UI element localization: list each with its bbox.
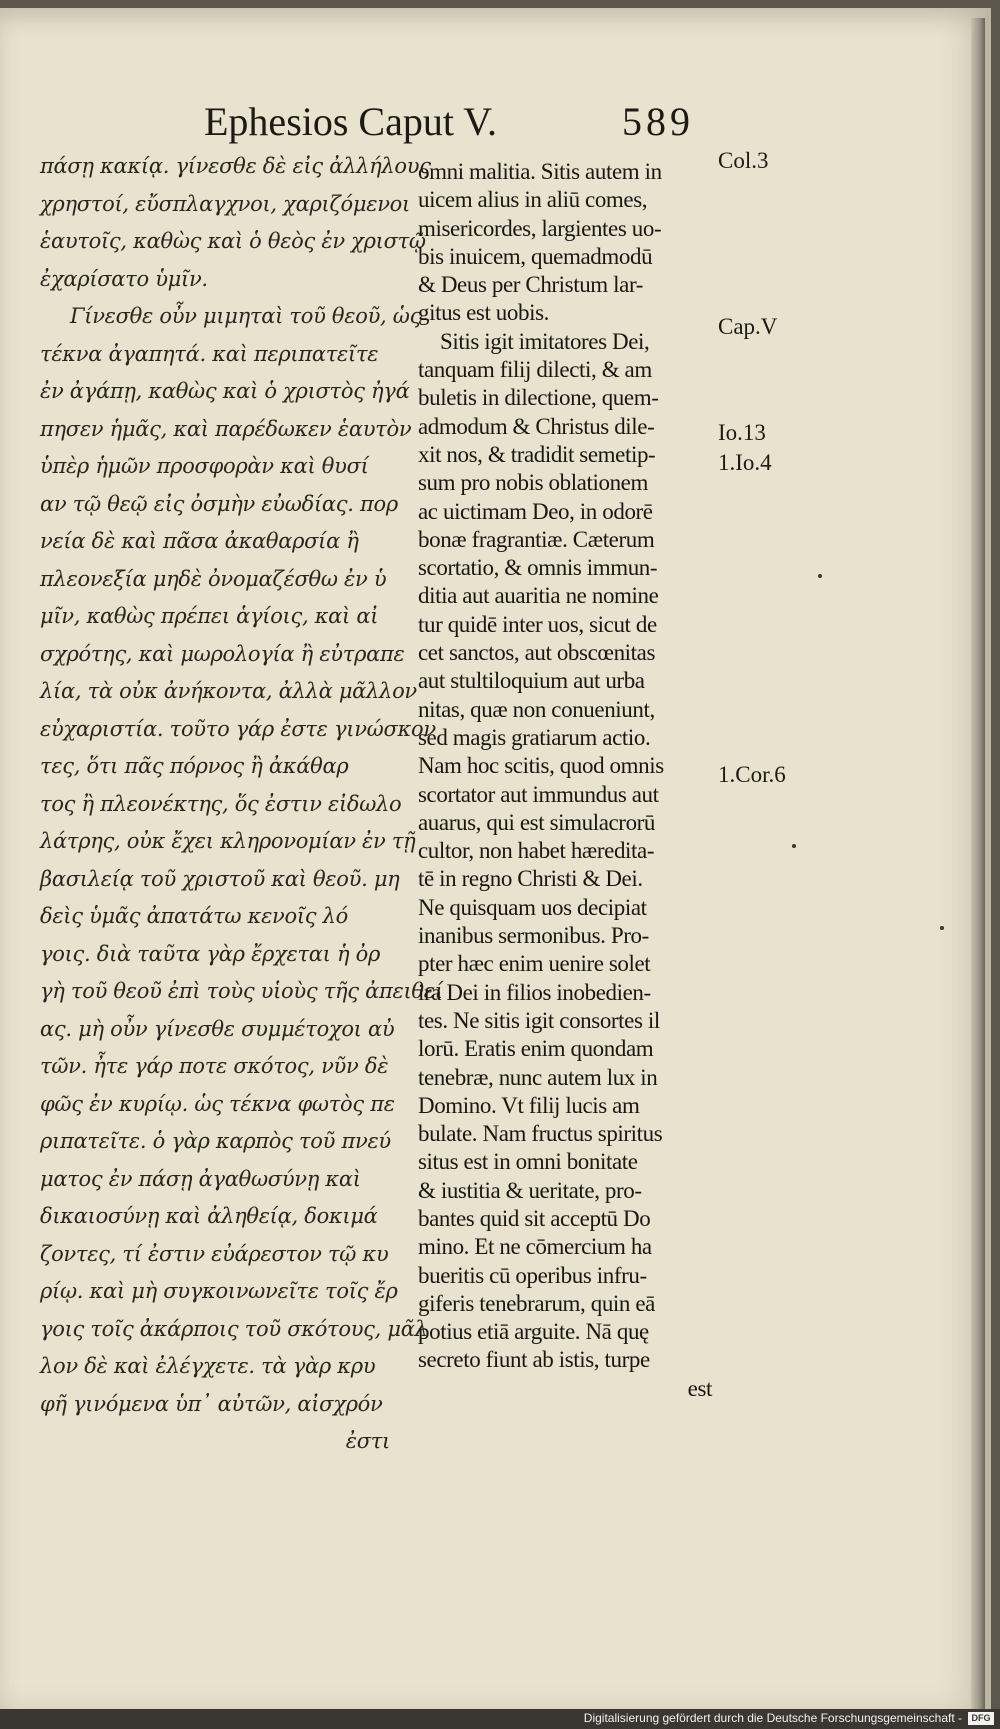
latin-line: xit nos, & tradidit semetip- xyxy=(418,441,656,467)
latin-line: ac uictimam Deo, in odorē xyxy=(418,498,653,524)
book-page xyxy=(0,8,991,1713)
latin-line: Domino. Vt filij lucis am xyxy=(418,1092,640,1118)
latin-line: scortator aut immundus aut xyxy=(418,781,659,807)
margin-note-1io4: 1.Io.4 xyxy=(718,450,772,475)
latin-line: sum pro nobis oblationem xyxy=(418,470,648,496)
greek-line: γὴ τοῦ θεοῦ ἐπὶ τοὺς υἱοὺς τῆς ἀπειθεί xyxy=(40,979,443,1003)
greek-line: τῶν. ἦτε γάρ ποτε σκότος, νῦν δὲ xyxy=(40,1054,389,1078)
latin-line: nitas, quæ non conueniunt, xyxy=(418,696,655,722)
latin-line: pter hæc enim uenire solet xyxy=(418,951,651,977)
latin-line: inanibus sermonibus. Pro- xyxy=(418,923,649,949)
footer-credit: Digitalisierung gefördert durch die Deutsche Forschungsgemeinschaft - xyxy=(583,1711,962,1725)
latin-line: admodum & Christus dile- xyxy=(418,413,655,439)
latin-line: situs est in omni bonitate xyxy=(418,1149,638,1175)
greek-line: ὑπὲρ ἡμῶν προσφορὰν καὶ θυσί xyxy=(40,454,369,478)
latin-line: bueritis cū operibus infru- xyxy=(418,1262,647,1288)
greek-line: βασιλείᾳ τοῦ χριστοῦ καὶ θεοῦ. μη xyxy=(40,866,400,891)
greek-line: φῆ γινόμενα ὑπ᾽ αὐτῶν, αἰσχρόν xyxy=(40,1391,383,1416)
greek-line: τος ἢ πλεονέκτης, ὅς ἐστιν εἰδωλο xyxy=(40,791,402,816)
latin-line: cet sanctos, aut obscœnitas xyxy=(418,640,656,666)
latin-line: mino. Et ne cōmercium ha xyxy=(418,1234,652,1260)
latin-line: ira Dei in filios inobedien- xyxy=(418,979,651,1005)
greek-line: λον δὲ καὶ ἐλέγχετε. τὰ γὰρ κρυ xyxy=(40,1354,376,1378)
greek-line: εὐχαριστία. τοῦτο γάρ ἐστε γινώσκον xyxy=(40,716,436,741)
latin-line: lorū. Eratis enim quondam xyxy=(418,1036,654,1062)
latin-line: & Deus per Christum lar- xyxy=(418,272,644,298)
greek-line: λάτρης, οὐκ ἔχει κληρονομίαν ἐν τῇ xyxy=(40,829,416,853)
latin-line: auarus, qui est simulacrorū xyxy=(418,809,656,835)
ink-speck xyxy=(940,926,944,930)
greek-line: δικαιοσύνῃ καὶ ἀληθείᾳ, δοκιμά xyxy=(40,1204,378,1228)
page-edge xyxy=(971,18,985,1718)
latin-line: tur quidē inter uos, sicut de xyxy=(418,611,657,637)
greek-line: πησεν ἡμᾶς, καὶ παρέδωκεν ἑαυτὸν xyxy=(40,416,412,441)
latin-line: giferis tenebrarum, quin eā xyxy=(418,1290,655,1316)
latin-line: buletis in dilectione, quem- xyxy=(418,385,659,411)
margin-note-cap5: Cap.V xyxy=(718,314,778,339)
greek-line: γοις τοῖς ἀκάρποις τοῦ σκότους, μᾶλ xyxy=(40,1316,428,1341)
greek-line: ἐστι xyxy=(345,1429,390,1453)
latin-line: sed magis gratiarum actio. xyxy=(418,724,651,750)
margin-note-col3: Col.3 xyxy=(718,148,769,173)
digitization-footer xyxy=(0,1709,1000,1729)
greek-line: ἐν ἀγάπῃ, καθὼς καὶ ὁ χριστὸς ἠγά xyxy=(40,379,410,403)
greek-line: τες, ὅτι πᾶς πόρνος ἢ ἀκάθαρ xyxy=(40,754,349,778)
greek-line: σχρότης, καὶ μωρολογία ἢ εὐτραπε xyxy=(40,641,405,666)
latin-line: uicem alius in aliū comes, xyxy=(418,187,648,213)
latin-line: cultor, non habet hæredita- xyxy=(418,838,655,864)
greek-line: ζοντες, τί ἐστιν εὐάρεστον τῷ κυ xyxy=(40,1241,389,1266)
greek-line: ρίῳ. καὶ μὴ συγκοινωνεῖτε τοῖς ἔρ xyxy=(40,1279,398,1303)
ink-speck xyxy=(818,574,822,578)
latin-line: est xyxy=(687,1375,712,1401)
greek-line: αν τῷ θεῷ εἰς ὀσμὴν εὐωδίας. πορ xyxy=(40,491,398,516)
greek-line: τέκνα ἀγαπητά. καὶ περιπατεῖτε xyxy=(40,341,379,366)
page-header xyxy=(0,92,985,152)
dfg-logo: DFG xyxy=(968,1712,994,1725)
greek-line: λία, τὰ οὐκ ἀνήκοντα, ἀλλὰ μᾶλλον xyxy=(40,679,417,703)
latin-line: bonæ fragrantiæ. Cæterum xyxy=(418,526,655,552)
latin-line: & iustitia & ueritate, pro- xyxy=(418,1177,642,1203)
latin-line: tes. Ne sitis igit consortes il xyxy=(418,1007,660,1033)
latin-line: Nam hoc scitis, quod omnis xyxy=(418,753,664,779)
greek-line: γοις. διὰ ταῦτα γὰρ ἔρχεται ἡ ὀρ xyxy=(40,941,381,966)
page-number: 589 xyxy=(622,99,694,144)
margin-note-io13: Io.13 xyxy=(718,420,766,445)
latin-line: tē in regno Christi & Dei. xyxy=(418,866,643,892)
latin-line: tanquam filij dilecti, & am xyxy=(418,357,652,383)
running-title: Ephesios Caput V. xyxy=(204,99,497,144)
greek-line: πάσῃ κακίᾳ. γίνεσθε δὲ εἰς ἀλλήλους xyxy=(40,154,431,178)
greek-line: μῖν, καθὼς πρέπει ἁγίοις, καὶ αἰ xyxy=(40,604,379,628)
latin-line: gitus est uobis. xyxy=(418,300,549,326)
greek-line: ἐχαρίσατο ὑμῖν. xyxy=(40,266,208,291)
ink-speck xyxy=(792,844,796,848)
latin-line: bis inuicem, quemadmodū xyxy=(418,243,653,269)
greek-line: Γίνεσθε οὖν μιμηταὶ τοῦ θεοῦ, ὡς xyxy=(70,304,422,328)
latin-line: bantes quid sit acceptū Do xyxy=(418,1205,651,1231)
latin-line: omni malitia. Sitis autem in xyxy=(418,159,662,184)
greek-line: ριπατεῖτε. ὁ γὰρ καρπὸς τοῦ πνεύ xyxy=(40,1129,391,1153)
greek-line: νεία δὲ καὶ πᾶσα ἀκαθαρσία ἢ xyxy=(40,529,359,553)
latin-line: scortatio, & omnis immun- xyxy=(418,555,658,581)
greek-line: φῶς ἐν κυρίῳ. ὡς τέκνα φωτὸς πε xyxy=(40,1091,395,1116)
latin-text-column xyxy=(418,158,718,1403)
greek-line: ματος ἐν πάσῃ ἀγαθωσύνῃ καὶ xyxy=(40,1166,361,1191)
greek-text-column xyxy=(40,148,443,1461)
margin-note-1cor6: 1.Cor.6 xyxy=(718,762,786,787)
latin-line: potius etiā arguite. Nā quę xyxy=(418,1319,649,1345)
latin-line: secreto fiunt ab istis, turpe xyxy=(418,1347,650,1373)
latin-line: Ne quisquam uos decipiat xyxy=(418,894,647,920)
latin-line: Sitis igit imitatores Dei, xyxy=(440,328,650,354)
latin-line: bulate. Nam fructus spiritus xyxy=(418,1121,663,1147)
latin-line: ditia aut auaritia ne nomine xyxy=(418,583,659,609)
greek-line: δεὶς ὑμᾶς ἀπατάτω κενοῖς λό xyxy=(40,904,348,928)
greek-line: ἑαυτοῖς, καθὼς καὶ ὁ θεὸς ἐν χριστῷ xyxy=(40,229,426,253)
latin-line: tenebræ, nunc autem lux in xyxy=(418,1064,658,1090)
greek-line: χρηστοί, εὔσπλαγχνοι, χαριζόμενοι xyxy=(40,191,410,216)
greek-line: ας. μὴ οὖν γίνεσθε συμμέτοχοι αὐ xyxy=(40,1016,395,1041)
greek-line: πλεονεξία μηδὲ ὀνομαζέσθω ἐν ὑ xyxy=(40,566,387,591)
latin-line: aut stultiloquium aut urba xyxy=(418,668,645,694)
latin-line: misericordes, largientes uo- xyxy=(418,215,662,241)
